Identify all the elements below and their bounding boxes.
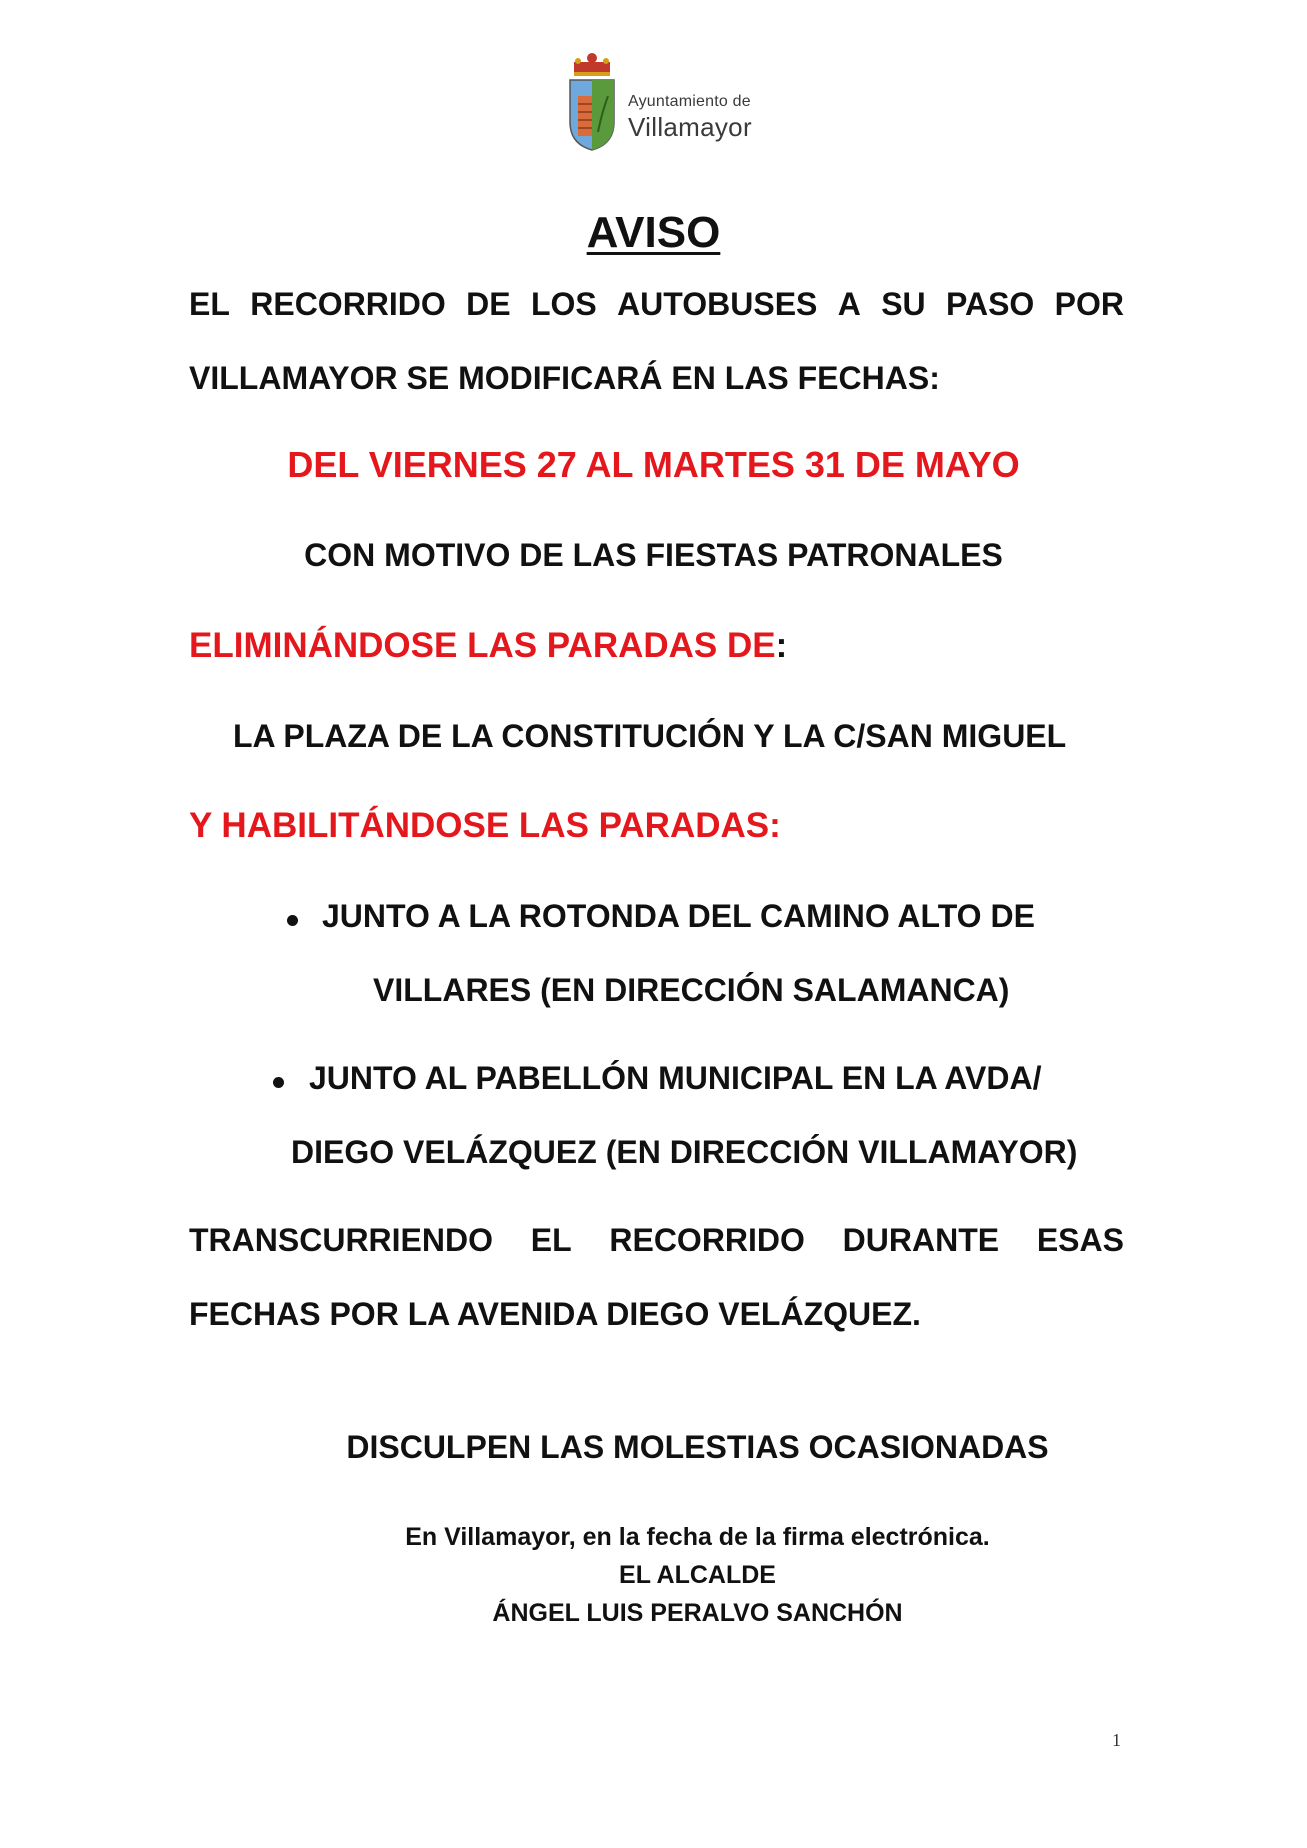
- logo-line-2: Villamayor: [628, 112, 752, 142]
- route-word: ESAS: [1036, 1222, 1124, 1258]
- removed-heading-text: ELIMINÁNDOSE LAS PARADAS DE: [189, 626, 776, 665]
- bullet-icon: [287, 915, 298, 926]
- intro-word: LOS: [530, 286, 597, 322]
- intro-word: SU: [881, 286, 926, 322]
- dates-highlight: DEL VIERNES 27 AL MARTES 31 DE MAYO: [287, 444, 1020, 485]
- intro-word: DE: [466, 286, 511, 322]
- intro-word: RECORRIDO: [250, 286, 446, 322]
- intro-word: EL: [189, 286, 230, 322]
- intro-word: POR: [1054, 286, 1124, 322]
- route-line-2: FECHAS POR LA AVENIDA DIEGO VELÁZQUEZ.: [189, 1296, 921, 1332]
- removed-heading-colon: :: [775, 626, 788, 665]
- intro-line-1: [189, 286, 1124, 323]
- intro-line-2: VILLAMAYOR SE MODIFICARÁ EN LAS FECHAS:: [189, 360, 940, 396]
- signature-name: ÁNGEL LUIS PERALVO SANCHÓN: [492, 1599, 903, 1627]
- signature-role: EL ALCALDE: [619, 1561, 776, 1589]
- removed-stops-heading: [189, 626, 787, 666]
- route-word: TRANSCURRIENDO: [189, 1222, 493, 1258]
- bullet-icon: [273, 1077, 284, 1088]
- intro-word: PASO: [945, 286, 1035, 322]
- reason-text: CON MOTIVO DE LAS FIESTAS PATRONALES: [304, 537, 1003, 573]
- town-logo: [566, 52, 766, 152]
- page-number: 1: [1112, 1730, 1121, 1750]
- stop-1-line-2: VILLARES (EN DIRECCIÓN SALAMANCA): [373, 972, 1010, 1008]
- route-word: RECORRIDO: [609, 1222, 805, 1258]
- stop-2-line-2: DIEGO VELÁZQUEZ (EN DIRECCIÓN VILLAMAYOR): [291, 1134, 1078, 1170]
- enabled-stops-heading: Y HABILITÁNDOSE LAS PARADAS:: [189, 806, 781, 845]
- intro-word: AUTOBUSES: [617, 286, 818, 322]
- route-word: DURANTE: [842, 1222, 1000, 1258]
- logo-text: [628, 94, 752, 140]
- notice-title: AVISO: [586, 208, 721, 257]
- coat-of-arms-icon: [566, 52, 618, 152]
- signature-place-date: En Villamayor, en la fecha de la firma electrónica.: [405, 1523, 990, 1551]
- stop-1-line-1: JUNTO A LA ROTONDA DEL CAMINO ALTO DE: [322, 898, 1035, 934]
- route-line-1: [189, 1222, 1124, 1259]
- logo-line-1: Ayuntamiento de: [628, 93, 751, 110]
- stop-2-line-1: JUNTO AL PABELLÓN MUNICIPAL EN LA AVDA/: [309, 1060, 1042, 1096]
- intro-word: A: [837, 286, 861, 322]
- removed-stops-list: LA PLAZA DE LA CONSTITUCIÓN Y LA C/SAN MIGUEL: [233, 718, 1067, 754]
- apology-text: DISCULPEN LAS MOLESTIAS OCASIONADAS: [346, 1429, 1049, 1465]
- route-word: EL: [530, 1222, 572, 1258]
